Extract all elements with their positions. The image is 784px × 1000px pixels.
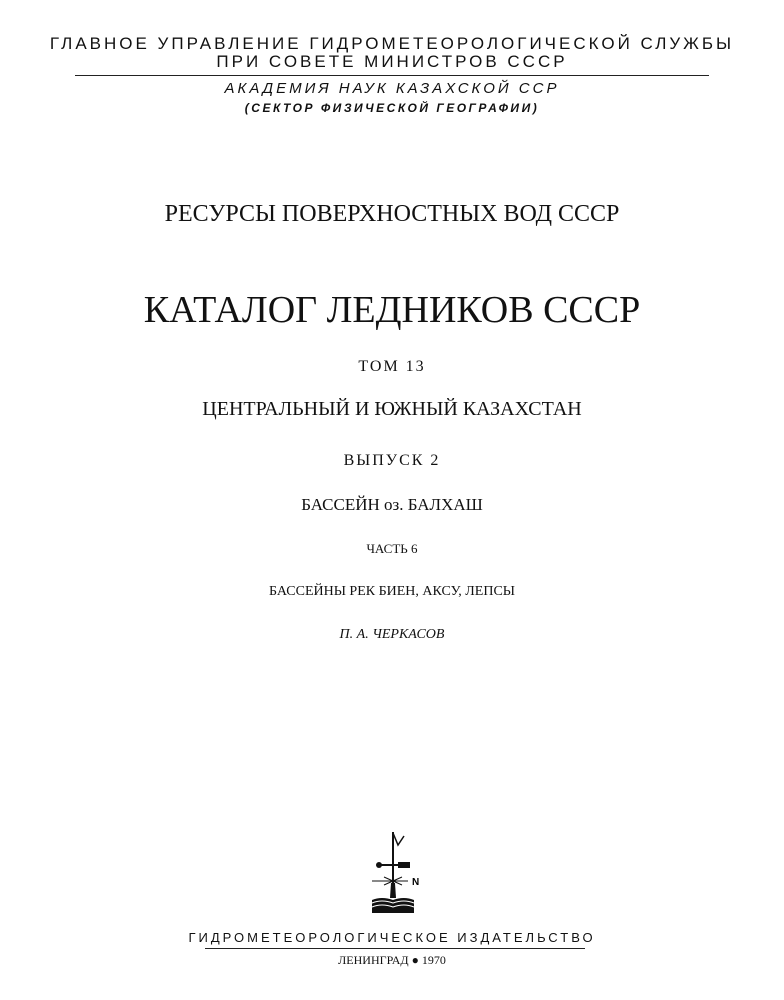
- weathervane-logo-icon: [360, 828, 430, 913]
- header-org: ГЛАВНОЕ УПРАВЛЕНИЕ ГИДРОМЕТЕОРОЛОГИЧЕСКОЙ СЛУЖБЫ: [49, 34, 735, 53]
- region: ЦЕНТРАЛЬНЫЙ И ЮЖНЫЙ КАЗАХСТАН: [202, 398, 582, 420]
- part: ЧАСТЬ 6: [366, 541, 418, 556]
- header-org-sub: ПРИ СОВЕТЕ МИНИСТРОВ СССР: [216, 52, 568, 71]
- header-academy: АКАДЕМИЯ НАУК КАЗАХСКОЙ ССР: [224, 80, 560, 97]
- publisher: ГИДРОМЕТЕОРОЛОГИЧЕСКОЕ ИЗДАТЕЛЬСТВО: [188, 930, 596, 945]
- divider: [75, 75, 709, 76]
- author: П. А. ЧЕРКАСОВ: [339, 627, 445, 642]
- volume: ТОМ 13: [358, 358, 426, 375]
- main-title: КАТАЛОГ ЛЕДНИКОВ СССР: [143, 289, 641, 331]
- rivers: БАССЕЙНЫ РЕК БИЕН, АКСУ, ЛЕПСЫ: [269, 584, 515, 599]
- city-year: ЛЕНИНГРАД ● 1970: [338, 953, 446, 967]
- north-letter: N: [412, 877, 420, 888]
- publisher-divider: [205, 948, 585, 949]
- issue: ВЫПУСК 2: [343, 452, 441, 469]
- basin: БАССЕЙН оз. БАЛХАШ: [301, 495, 483, 514]
- series-title: РЕСУРСЫ ПОВЕРХНОСТНЫХ ВОД СССР: [164, 201, 620, 227]
- header-sector: (СЕКТОР ФИЗИЧЕСКОЙ ГЕОГРАФИИ): [244, 101, 540, 115]
